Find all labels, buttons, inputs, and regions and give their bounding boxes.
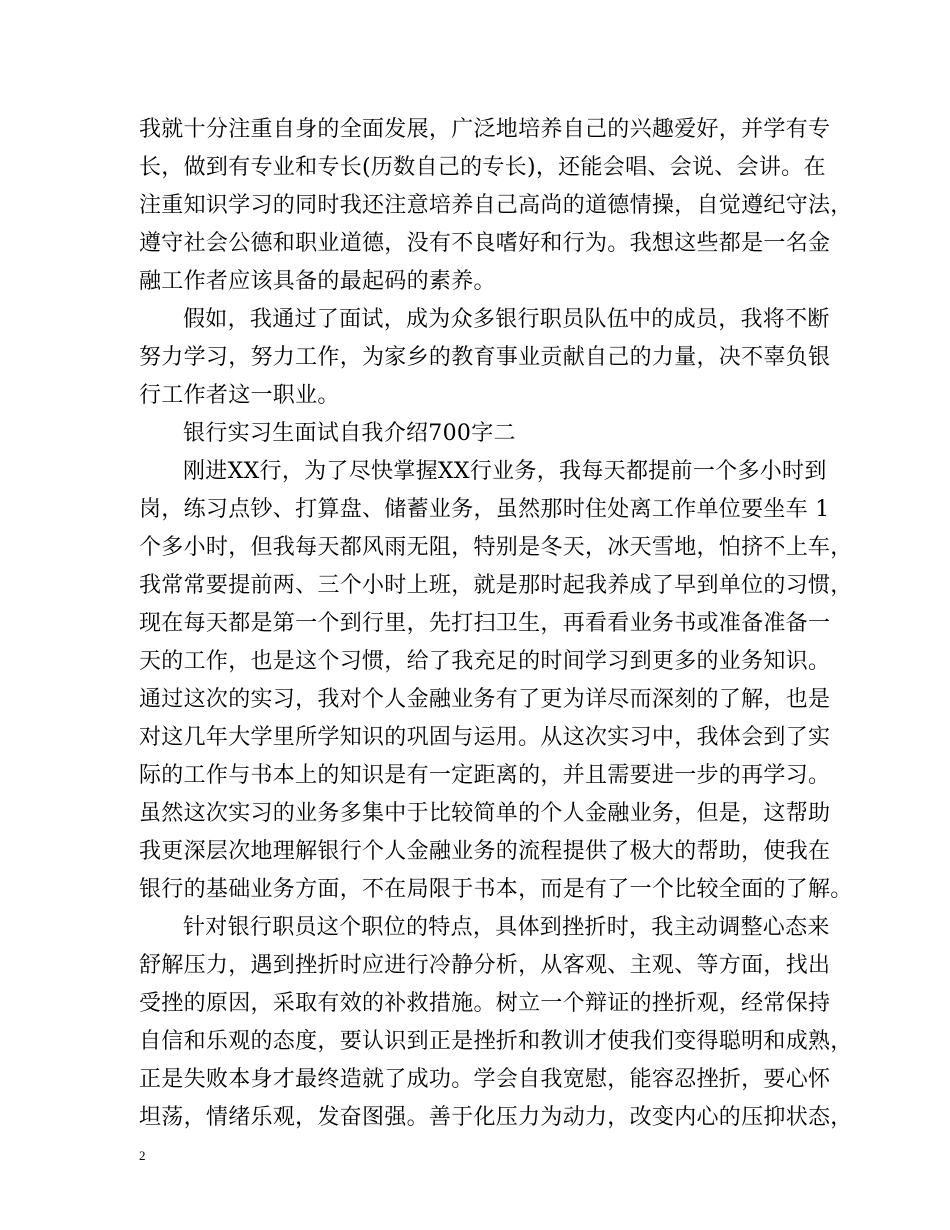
text-line: 现在每天都是第一个到行里，先打扫卫生，再看看业务书或准备准备一 xyxy=(139,611,831,636)
paragraph-first-line: 假如，我通过了面试，成为众多银行职员队伍中的成员，我将不断 xyxy=(183,307,830,332)
text-line: 行工作者这一职业。 xyxy=(139,383,340,408)
text-line: 努力学习，努力工作，为家乡的教育事业贡献自己的力量，决不辜负银 xyxy=(139,345,831,370)
text-line: 正是失败本身才最终造就了成功。学会自我宽慰，能容忍挫折，要心怀 xyxy=(139,1067,831,1092)
text-line: 通过这次的实习，我对个人金融业务有了更为详尽而深刻的了解，也是 xyxy=(139,687,831,712)
text-line: 舒解压力，遇到挫折时应进行冷静分析，从客观、主观、等方面，找出 xyxy=(139,953,831,978)
text-line: 坦荡，情绪乐观，发奋图强。善于化压力为动力，改变内心的压抑状态， xyxy=(139,1105,853,1130)
text-line: 我更深层次地理解银行个人金融业务的流程提供了极大的帮助，使我在 xyxy=(139,839,831,864)
text-line: 对这几年大学里所学知识的巩固与运用。从这次实习中，我体会到了实 xyxy=(139,725,831,750)
text-line: 岗，练习点钞、打算盘、储蓄业务，虽然那时住处离工作单位要坐车 1 xyxy=(139,497,830,522)
text-line: 长，做到有专业和专长(历数自己的专长)，还能会唱、会说、会讲。在 xyxy=(139,155,826,180)
text-line: 自信和乐观的态度，要认识到正是挫折和教训才使我们变得聪明和成熟， xyxy=(139,1029,853,1054)
text-line: 遵守社会公德和职业道德，没有不良嗜好和行为。我想这些都是一名金 xyxy=(139,231,831,256)
text-line: 注重知识学习的同时我还注意培养自己高尚的道德情操，自觉遵纪守法， xyxy=(139,193,853,218)
section-heading: 银行实习生面试自我介绍700字二 xyxy=(183,421,516,446)
paragraph-first-line: 针对银行职员这个职位的特点，具体到挫折时，我主动调整心态来 xyxy=(183,915,830,940)
text-line: 个多小时，但我每天都风雨无阻，特别是冬天，冰天雪地，怕挤不上车， xyxy=(139,535,853,560)
text-line: 银行的基础业务方面，不在局限于书本，而是有了一个比较全面的了解。 xyxy=(139,877,853,902)
text-line: 天的工作，也是这个习惯，给了我充足的时间学习到更多的业务知识。 xyxy=(139,649,831,674)
text-line: 虽然这次实习的业务多集中于比较简单的个人金融业务，但是，这帮助 xyxy=(139,801,831,826)
paragraph-first-line: 刚进XX行，为了尽快掌握XX行业务，我每天都提前一个多小时到 xyxy=(183,459,827,484)
text-line: 我常常要提前两、三个小时上班，就是那时起我养成了早到单位的习惯， xyxy=(139,573,853,598)
text-line: 受挫的原因，采取有效的补救措施。树立一个辩证的挫折观，经常保持 xyxy=(139,991,831,1016)
text-line: 际的工作与书本上的知识是有一定距离的，并且需要进一步的再学习。 xyxy=(139,763,831,788)
text-line: 融工作者应该具备的最起码的素养。 xyxy=(139,269,496,294)
text-line: 我就十分注重自身的全面发展，广泛地培养自己的兴趣爱好，并学有专 xyxy=(139,117,831,142)
page-number: 2 xyxy=(139,1148,146,1163)
